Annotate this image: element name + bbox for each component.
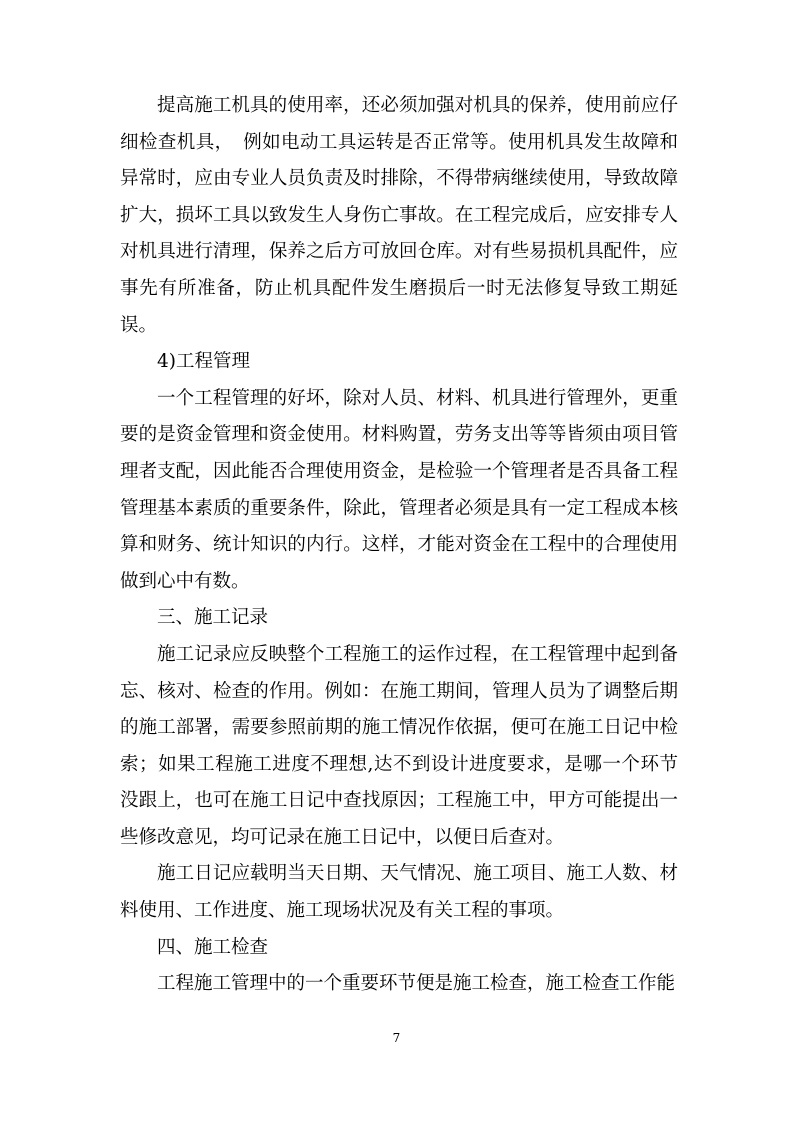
paragraph-construction-diary: 施工日记应载明当天日期、天气情况、施工项目、施工人数、材料使用、工作进度、施工现场状况及有关工程的事项。 <box>120 863 678 922</box>
document-body <box>120 88 678 1003</box>
paragraph-construction-inspection: 工程施工管理中的一个重要环节便是施工检查，施工检查工作能 <box>157 973 676 995</box>
page-number: 7 <box>392 1031 401 1045</box>
paragraph-construction-records: 施工记录应反映整个工程施工的运作过程，在工程管理中起到备忘、核对、检查的作用。例如：在施工期间，管理人员为了调整后期的施工部署，需要参照前期的施工情况作依据，便可在施工日记中检索；如果工程施工进度不理想,达不到设计进度要求，是哪一个环节没跟上，也可在施工日记中查找原因；工程施工中，甲方可能提出一些修改意见，均可记录在施工日记中，以便日后查对。 <box>120 643 678 848</box>
heading-project-management: 4)工程管理 <box>157 351 250 373</box>
paragraph-tool-maintenance: 提高施工机具的使用率，还必须加强对机具的保养，使用前应仔细检查机具， 例如电动工具运转是否正常等。使用机具发生故障和异常时，应由专业人员负责及时排除，不得带病继续使用，导致故障扩大，损坏工具以致发生人身伤亡事故。在工程完成后，应安排专人对机具进行清理，保养之后方可放回仓库。对有些易损机具配件，应事先有所准备，防止机具配件发生磨损后一时无法修复导致工期延误。 <box>120 95 678 336</box>
heading-construction-inspection: 四、施工检查 <box>157 936 269 958</box>
heading-construction-records: 三、施工记录 <box>157 607 269 629</box>
paragraph-fund-management: 一个工程管理的好坏，除对人员、材料、机具进行管理外，更重要的是资金管理和资金使用。材料购置，劳务支出等等皆须由项目管理者支配，因此能否合理使用资金，是检验一个管理者是否具备工程管理基本素质的重要条件，除此，管理者必须是具有一定工程成本核算和财务、统计知识的内行。这样，才能对资金在工程中的合理使用做到心中有数。 <box>120 387 678 592</box>
